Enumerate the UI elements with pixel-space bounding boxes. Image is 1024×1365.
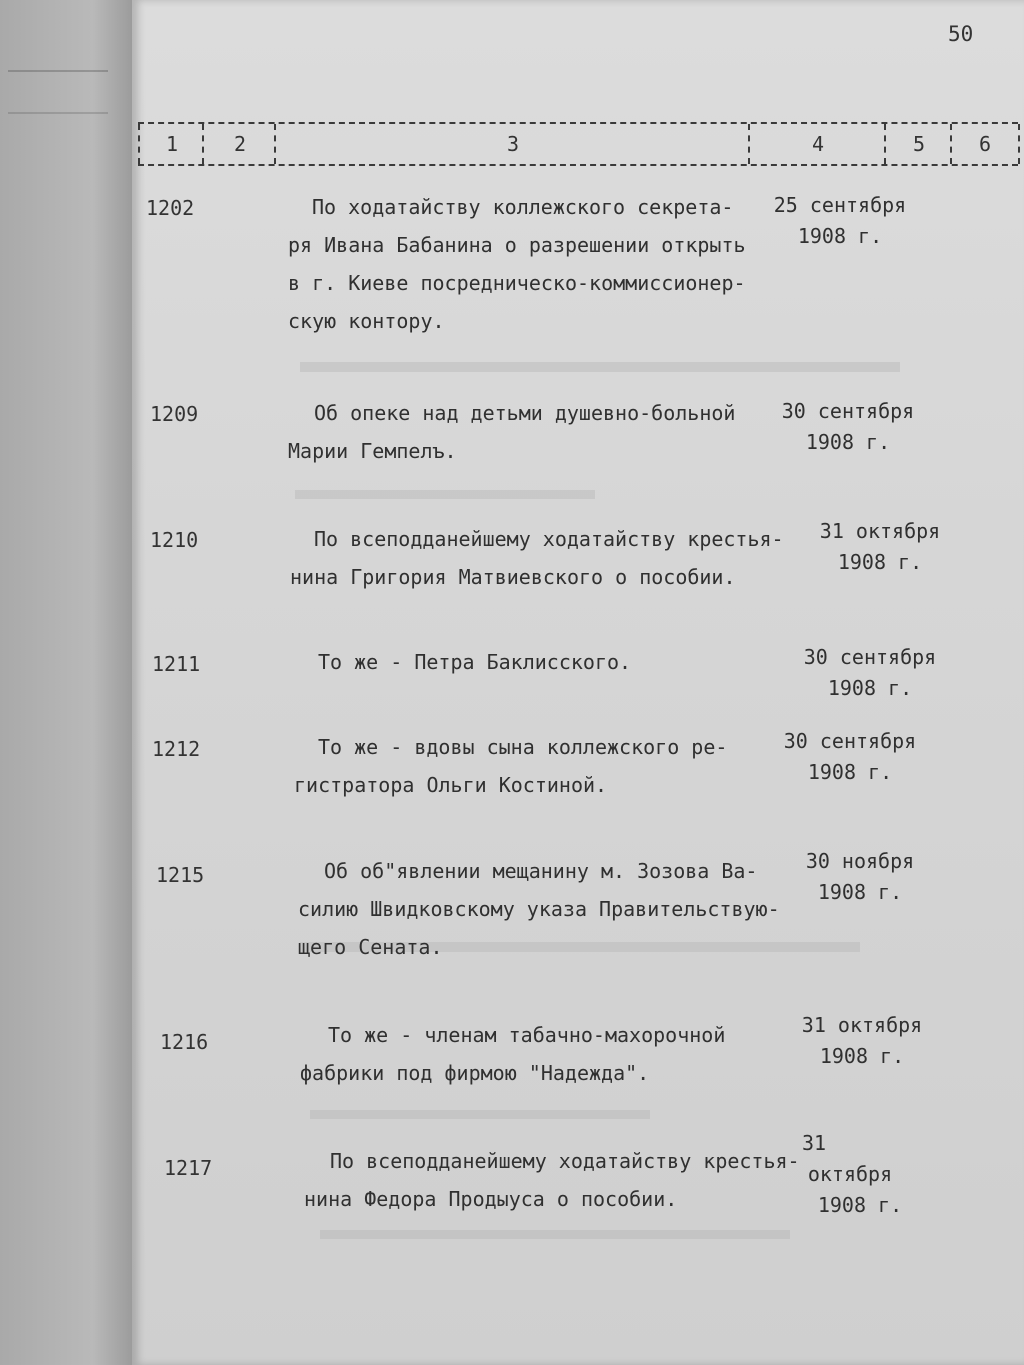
entry-number: 1211 bbox=[152, 652, 201, 676]
entry-description: По всеподданейшему ходатайству крестья- нина Григория Матвиевского о пособии. bbox=[290, 527, 784, 589]
entry-description: То же - Петра Баклисского. bbox=[318, 650, 632, 674]
entry-date: 30 сентября 1908 г. bbox=[803, 645, 937, 700]
column-header-5: 5 bbox=[884, 124, 952, 164]
page-number: 50 bbox=[948, 22, 974, 46]
entry-description: Об об"явлении мещанину м. Зозова Ва- силию Швидковскому указа Правительствую- щего Сената. bbox=[298, 859, 780, 959]
entry-number: 1212 bbox=[152, 737, 201, 761]
column-header-3: 3 bbox=[274, 124, 750, 164]
column-header-1: 1 bbox=[138, 124, 204, 164]
entry-description: То же - членам табачно-махорочной фабрики под фирмою "Надежда". bbox=[300, 1023, 726, 1085]
column-header-4: 4 bbox=[748, 124, 886, 164]
entry-description: То же - вдовы сына коллежского ре- гистратора Ольги Костиной. bbox=[294, 735, 728, 797]
entry-description: Об опеке над детьми душевно-больной Марии Гемпелъ. bbox=[288, 401, 736, 463]
entry-date: 30 сентября 1908 г. bbox=[783, 729, 917, 784]
entry-number: 1216 bbox=[160, 1030, 209, 1054]
entry-number: 1209 bbox=[150, 402, 199, 426]
entry-date: 25 сентября 1908 г. bbox=[773, 193, 907, 248]
column-header-2: 2 bbox=[202, 124, 276, 164]
entry-description: По ходатайству коллежского секрета- ря Ивана Бабанина о разрешении открыть в г. Киеве посредническо-коммиссионер- скую контору. bbox=[288, 195, 746, 333]
entry-date: 30 сентября 1908 г. bbox=[781, 399, 915, 454]
entry-date: 31 октября 1908 г. bbox=[802, 1131, 903, 1217]
column-header-row bbox=[138, 122, 1018, 166]
entry-number: 1217 bbox=[164, 1156, 213, 1180]
entry-date: 31 октября 1908 г. bbox=[819, 519, 941, 574]
entry-number: 1215 bbox=[156, 863, 205, 887]
entry-description: По всеподданейшему ходатайству крестья- нина Федора Продыуса о пособии. bbox=[304, 1149, 800, 1211]
previous-page-edge bbox=[0, 0, 132, 1365]
entry-date: 30 ноября 1908 г. bbox=[805, 849, 915, 904]
entry-date: 31 октября 1908 г. bbox=[801, 1013, 923, 1068]
column-header-6: 6 bbox=[950, 124, 1020, 164]
entry-number: 1202 bbox=[146, 196, 195, 220]
entry-number: 1210 bbox=[150, 528, 199, 552]
